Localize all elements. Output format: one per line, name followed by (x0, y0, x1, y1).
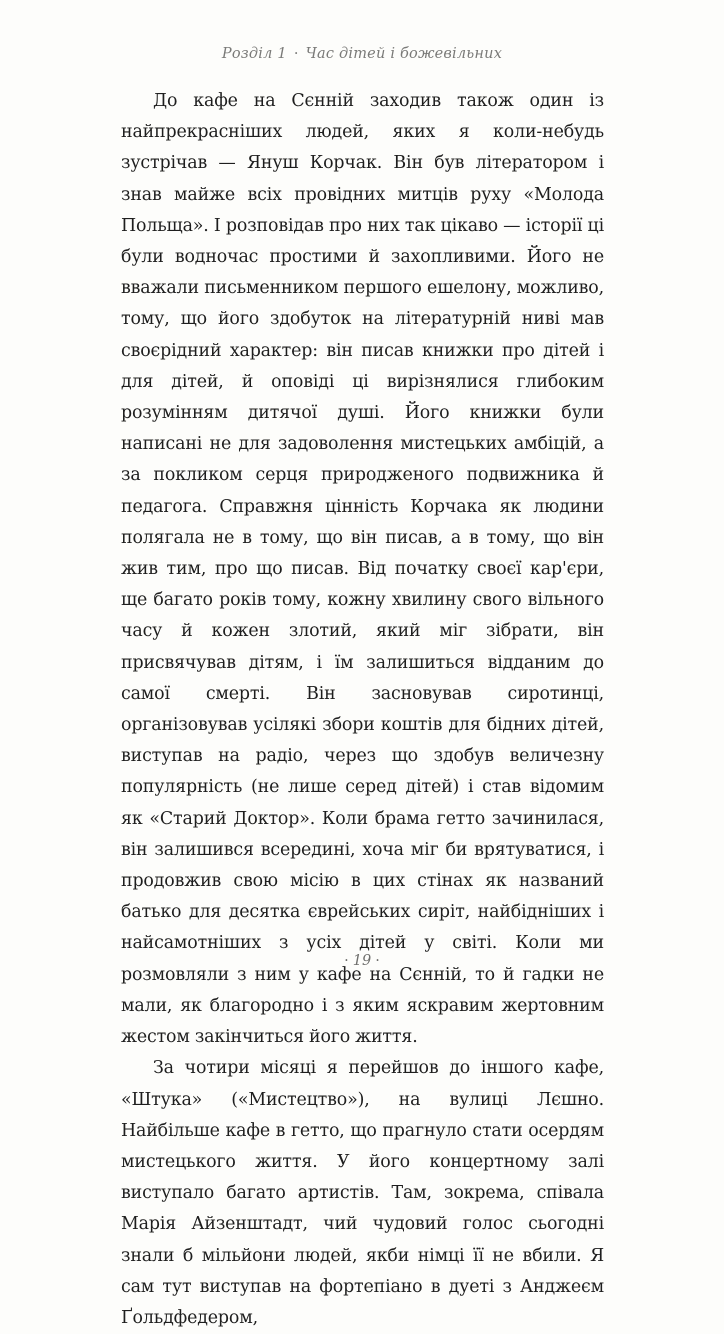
paragraph-1: До кафе на Сєнній заходив також один із найпрекрасніших людей, яких я коли-небудь зустрічав — Януш Корчак. Він був літератором і знав майже всіх провідних митців руху «Молода Польща». І розповідав про них так цікаво — історії ці були водночас простими й захопливими. Його не вважали письменником першого ешелону, можливо, тому, що його здобуток на літературній ниві мав своєрідний характер: він писав книжки про дітей і для дітей, й оповіді ці вирізнялися глибоким розумінням дитячої душі. Його книжки були написані не для задоволення мистецьких амбіцій, а за покликом серця природженого подвижника й педагога. Справжня цінність Корчака як людини полягала не в тому, що він писав, а в тому, що він жив тим, про що писав. Від початку своєї кар'єри, ще багато років тому, кожну хвилину свого вільного часу й кожен злотий, який міг зібрати, він присвячував дітям, і їм залишиться відданим до самої смерті. Він засновував сиротинці, організовував усілякі збори коштів для бідних дітей, виступав на радіо, через що здобув величезну популярність (не лише серед дітей) і став відомим як «Старий Доктор». Коли брама гетто зачинилася, він залишився всередині, хоча міг би врятуватися, і продовжив свою місію в цих стінах як названий батько для десятка єврейських сиріт, найбідніших і найсамотніших з усіх дітей у світі. Коли ми розмовляли з ним у кафе на Сєнній, то й гадки не мали, як благородно і з яким яскравим жертовним жестом закінчиться його життя. (121, 91, 604, 1048)
running-head-separator: · (293, 46, 299, 62)
folio-dot-right: · (375, 953, 380, 969)
running-head (0, 46, 724, 62)
folio-dot-left: · (344, 953, 349, 969)
page-folio (0, 953, 724, 969)
paragraph-2: За чотири місяці я перейшов до іншого кафе, «Штука» («Мистецтво»), на вулиці Лєшно. Найбільше кафе в гетто, що прагнуло стати осердям мистецького життя. У його концертному залі виступало багато артистів. Там, зокрема, співала Марія Айзенштадт, чий чудовий голос сьогодні знали б мільйони людей, якби німці її не вбили. Я сам тут виступав на фортепіано в дуеті з Анджеєм Ґольдфедером, (121, 1058, 604, 1328)
body-text (121, 86, 604, 1334)
chapter-title: Час дітей і божевільних (305, 46, 503, 62)
page-number: 19 (352, 953, 372, 969)
chapter-label: Розділ 1 (221, 46, 287, 62)
